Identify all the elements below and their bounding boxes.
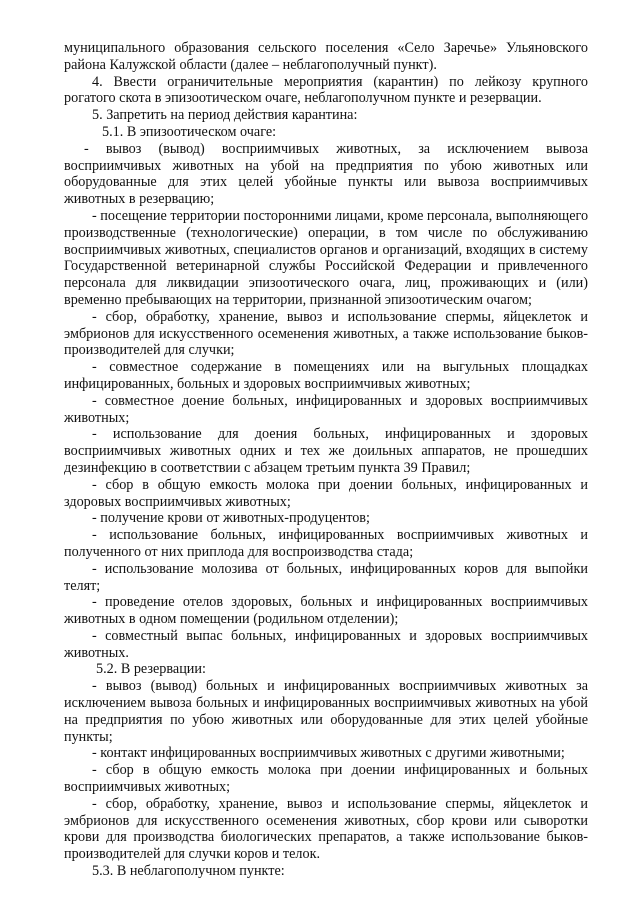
document-line: на предприятия по убою животных или оборудованные для этих целей убойные <box>64 711 588 728</box>
document-line: - совместное содержание в помещениях или на выгульных площадках <box>92 359 588 376</box>
document-line: крови для производства биологических препаратов, а также использование быков- <box>64 829 588 846</box>
document-line: - использование для доения больных, инфицированных и здоровых <box>92 426 588 443</box>
document-line: производителей для случки коров и телок. <box>64 846 321 863</box>
document-line: производственные (технологические) операции, в том числе по обслуживанию <box>64 224 588 241</box>
document-line: - использование молозива от больных, инфицированных коров для выпойки <box>92 560 588 577</box>
document-line: - сбор, обработку, хранение, вывоз и использование спермы, яйцеклеток и <box>92 308 588 325</box>
document-line: животных в резервацию; <box>64 191 215 208</box>
document-line: 5.2. В резервации: <box>96 661 206 678</box>
document-line: животных в одном помещении (родильном отделении); <box>64 611 399 628</box>
document-line: восприимчивых животных одних и тех же доильных аппаратов, не прошедших <box>64 443 588 460</box>
document-line: полученного от них приплода для воспроизводства стада; <box>64 543 414 560</box>
document-line: - сбор, обработку, хранение, вывоз и использование спермы, яйцеклеток и <box>92 795 588 812</box>
document-line: рогатого скота в эпизоотическом очаге, неблагополучном пункте и резервации. <box>64 90 542 107</box>
document-line: Государственной ветеринарной службы Российской Федерации и привлеченного <box>64 258 588 275</box>
document-line: 4. Ввести ограничительные мероприятия (карантин) по лейкозу крупного <box>92 73 588 90</box>
document-line: - совместный выпас больных, инфицированных и здоровых восприимчивых <box>92 627 588 644</box>
document-line: телят; <box>64 577 101 594</box>
document-line: - использование больных, инфицированных восприимчивых животных и <box>92 527 588 544</box>
document-text-body <box>64 40 588 880</box>
document-line: эмбрионов для искусственного осеменения животных, сбор крови или сыворотки <box>64 812 588 829</box>
document-line: временно пребывающих на территории, признанной эпизоотическим очагом; <box>64 291 532 308</box>
document-line: - получение крови от животных-продуцентов; <box>92 510 370 527</box>
document-line: инфицированных, больных и здоровых восприимчивых животных; <box>64 375 471 392</box>
document-line: 5.1. В эпизоотическом очаге: <box>102 123 277 140</box>
document-line: эмбрионов для искусственного осеменения животных, а также использование быков- <box>64 325 588 342</box>
document-line: - проведение отелов здоровых, больных и инфицированных восприимчивых <box>92 594 588 611</box>
document-line: животных. <box>64 644 129 661</box>
document-line: животных; <box>64 409 130 426</box>
document-line: - сбор в общую емкость молока при доении инфицированных и больных <box>92 762 588 779</box>
document-line: - посещение территории посторонними лицами, кроме персонала, выполняющего <box>92 207 588 224</box>
document-line: оборудованные для этих целей убойные пункты или вывоза восприимчивых <box>64 174 588 191</box>
document-line: производителей для случки; <box>64 342 235 359</box>
document-line: 5. Запретить на период действия карантина: <box>92 107 358 124</box>
document-line: - сбор в общую емкость молока при доении больных, инфицированных и <box>92 476 588 493</box>
document-line: пункты; <box>64 728 113 745</box>
document-line: здоровых восприимчивых животных; <box>64 493 291 510</box>
document-line: восприимчивых животных, специалистов органов и организаций, входящих в систему <box>64 241 588 258</box>
document-line: восприимчивых животных на убой на предприятия по убою животных или <box>64 157 588 174</box>
document-line: - вывоз (вывод) больных и инфицированных восприимчивых животных за <box>92 678 588 695</box>
document-line: восприимчивых животных; <box>64 779 231 796</box>
document-line: - совместное доение больных, инфицированных и здоровых восприимчивых <box>92 392 588 409</box>
document-line: дезинфекцию в соответствии с абзацем третьим пункта 39 Правил; <box>64 459 471 476</box>
document-line: персонала для ликвидации эпизоотического очага, лиц, проживающих и (или) <box>64 275 588 292</box>
document-line: района Калужской области (далее – неблагополучный пункт). <box>64 56 437 73</box>
document-line: - контакт инфицированных восприимчивых животных с другими животными; <box>92 745 565 762</box>
document-line: - вывоз (вывод) восприимчивых животных, за исключением вывоза <box>84 140 588 157</box>
document-line: муниципального образования сельского поселения «Село Заречье» Ульяновского <box>64 40 588 56</box>
document-line: исключением вывоза больных и инфицированных восприимчивых животных на убой <box>64 695 588 712</box>
document-line: 5.3. В неблагополучном пункте: <box>92 863 285 880</box>
